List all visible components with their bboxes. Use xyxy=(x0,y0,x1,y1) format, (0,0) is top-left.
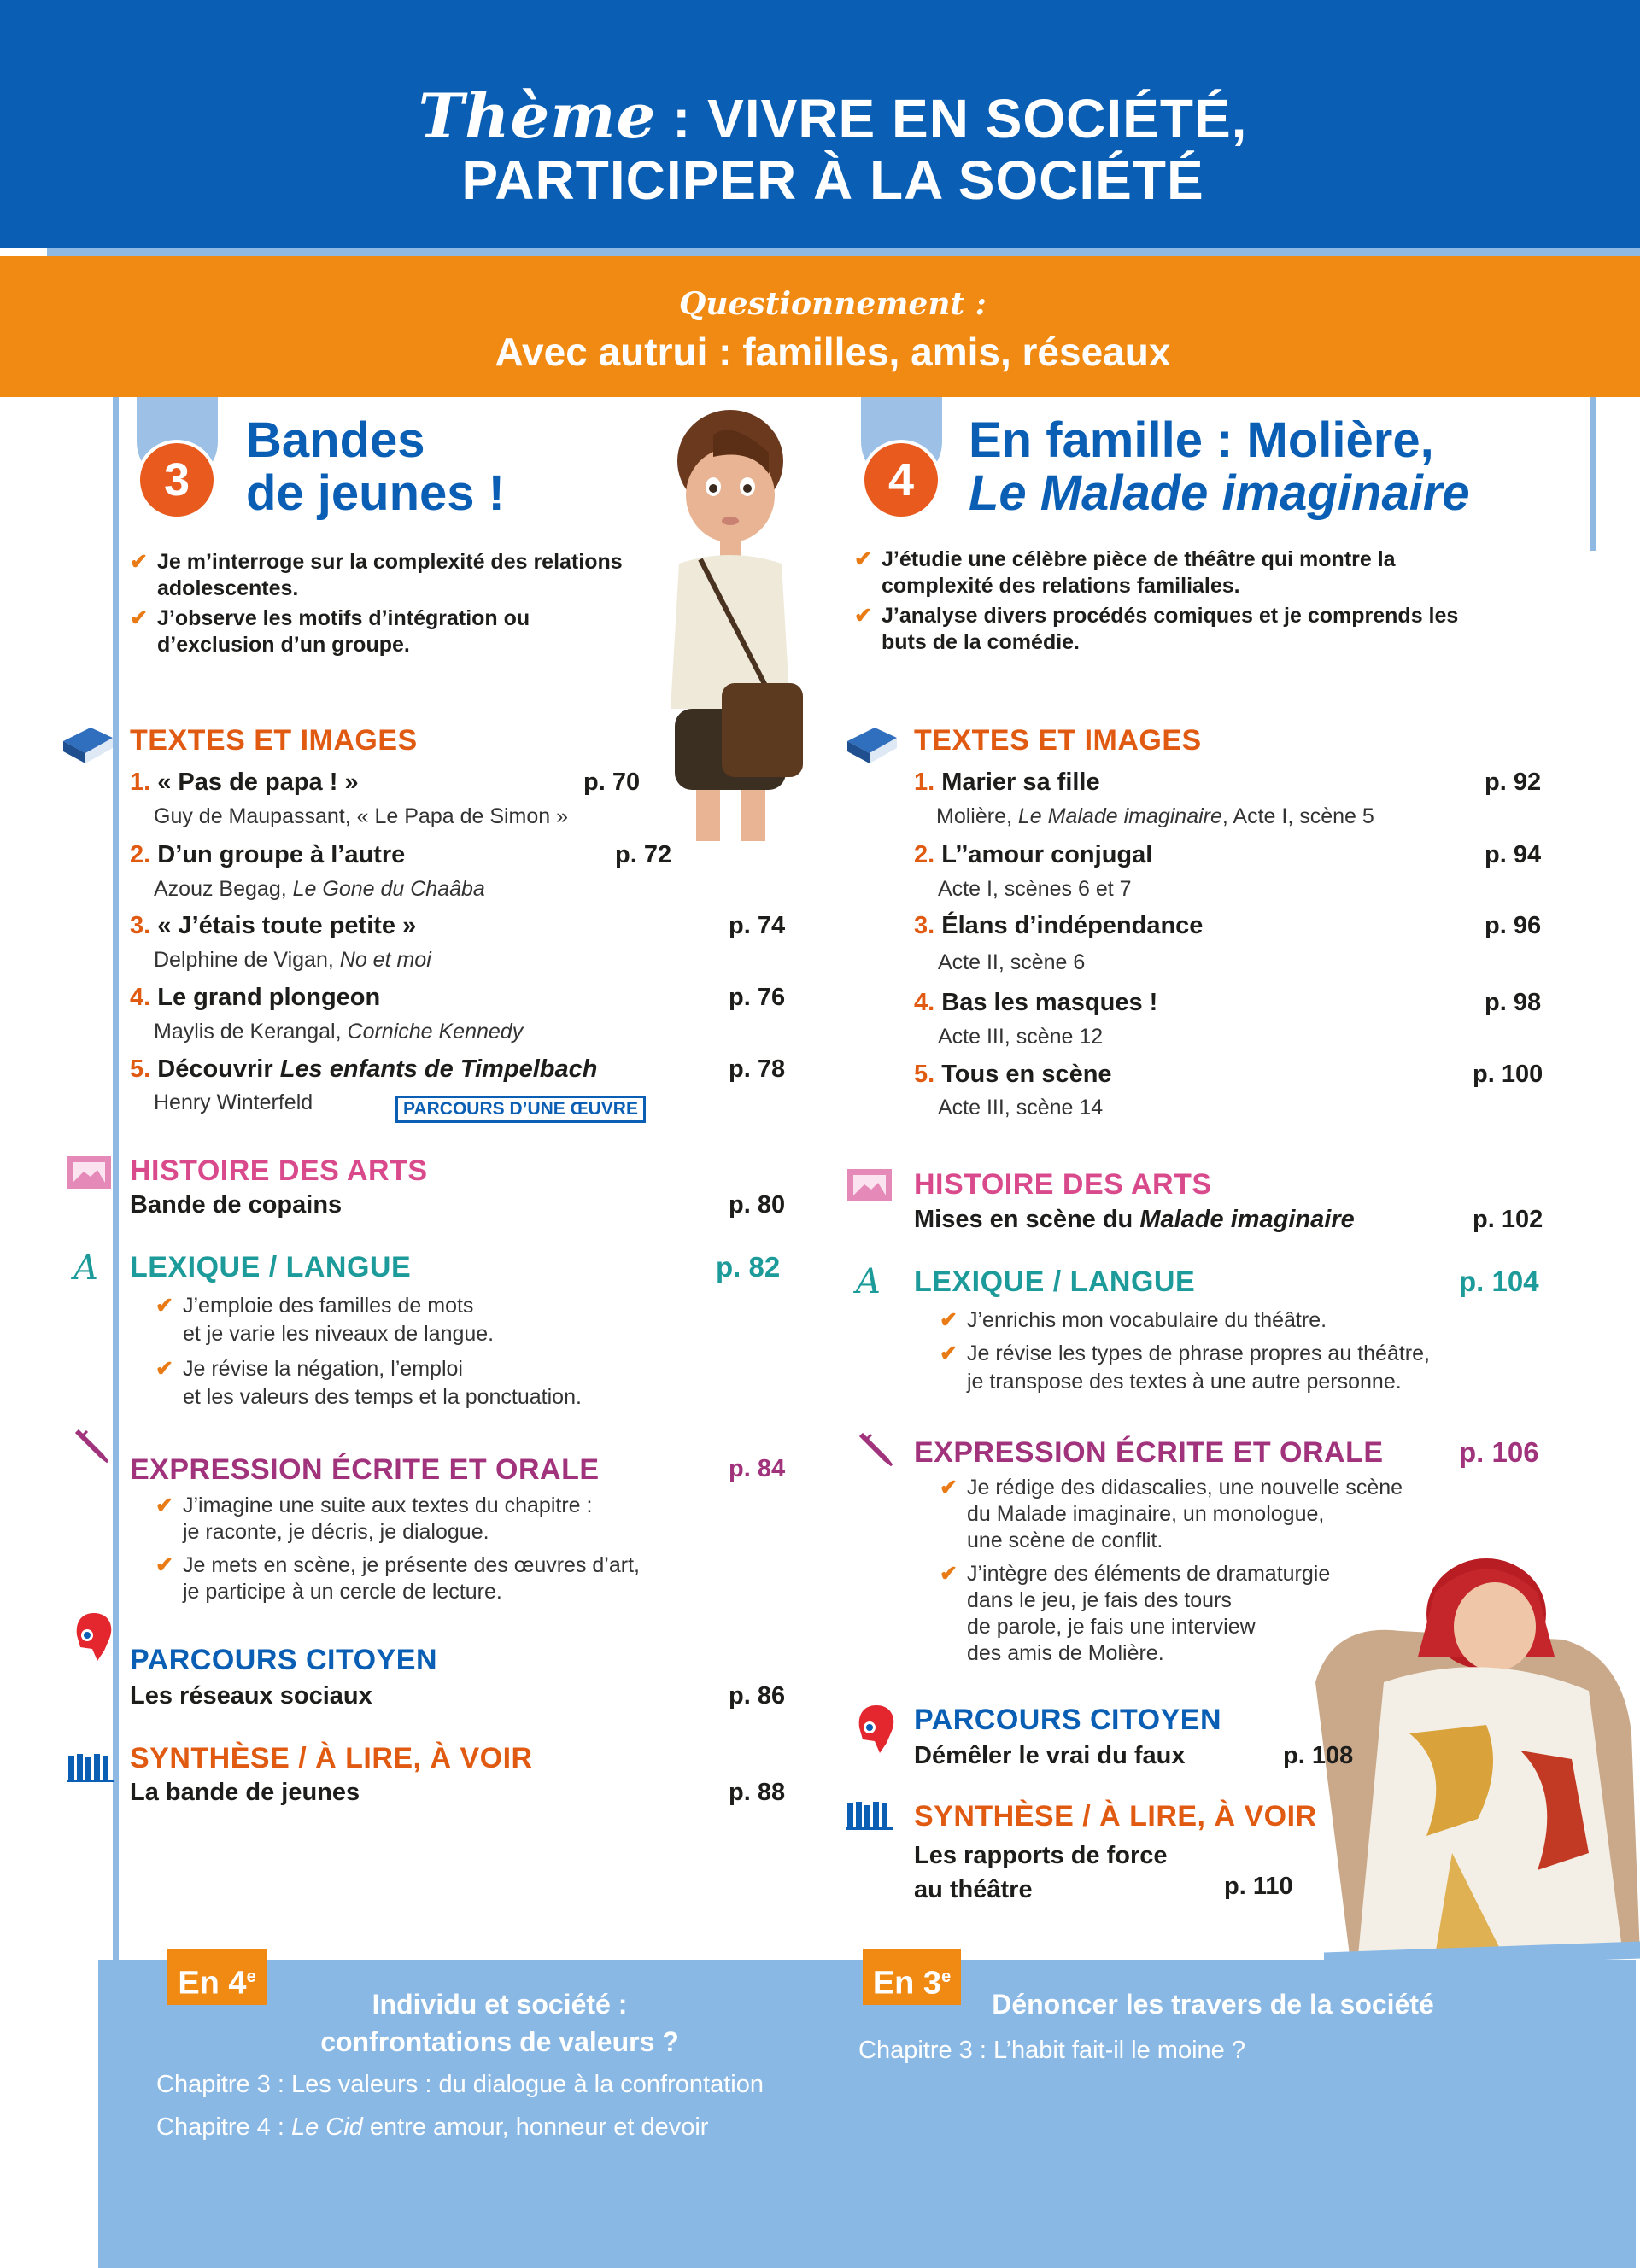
item-line: je transpose des textes à une autre personne. xyxy=(967,1370,1402,1394)
entry-number: 2. xyxy=(914,841,935,868)
ch3-lexique-list xyxy=(155,1292,753,1412)
entry-author: Guy de Maupassant, « Le Papa de Simon » xyxy=(154,804,569,828)
chapter3-number: 3 xyxy=(137,440,217,520)
ch3-synthese-title: La bande de jeunes xyxy=(130,1779,360,1806)
line-text: Chapitre 4 : xyxy=(156,2113,291,2141)
entry-author xyxy=(154,1020,523,1044)
theme-title-line1: VIVRE EN SOCIÉTÉ, xyxy=(707,88,1248,149)
check-icon: ✔ xyxy=(155,1553,173,1577)
line-text: Chapitre 3 : Les valeurs : du dialogue à la confrontation xyxy=(156,2071,764,2098)
entry-author: Acte I, scènes 6 et 7 xyxy=(938,877,1132,901)
entry-page: p. 78 xyxy=(729,1055,786,1083)
citizen-head-icon xyxy=(854,1702,899,1755)
ch4-citoyen-title: Démêler le vrai du faux xyxy=(914,1742,1186,1769)
entry-title: Marier sa fille xyxy=(941,769,1100,796)
ch4-citoyen-head: PARCOURS CITOYEN xyxy=(914,1704,1222,1736)
chapter4-number: 4 xyxy=(861,440,941,520)
objective-text: Je m’interroge sur la complexité des relations adolescentes. xyxy=(157,550,623,600)
level-tag-3e xyxy=(863,1949,961,2005)
chapter3-title-line1: Bandes xyxy=(246,412,425,468)
check-icon: ✔ xyxy=(155,1294,173,1318)
work-title: Corniche Kennedy xyxy=(347,1020,524,1043)
entry-page: p. 100 xyxy=(1473,1061,1543,1088)
title-line: Les rapports de force xyxy=(914,1842,1168,1869)
ch4-texte-3 xyxy=(914,912,1203,940)
chapter4-title-line1: En famille : Molière, xyxy=(969,412,1434,468)
lexique-a-icon: A xyxy=(856,1262,881,1301)
ch3-expression-list xyxy=(155,1493,753,1605)
entry-title: Le grand plongeon xyxy=(157,984,381,1011)
item-line: J’intègre des éléments de dramaturgie xyxy=(967,1562,1331,1586)
theme-label: Thème xyxy=(418,79,657,152)
entry-number: 5. xyxy=(914,1061,935,1088)
questionnement-title: Avec autrui : familles, amis, réseaux xyxy=(495,330,1171,374)
ch3-texte-5 xyxy=(130,1055,597,1084)
list-item xyxy=(940,1340,1538,1396)
ch3-citoyen-title: Les réseaux sociaux xyxy=(130,1682,372,1710)
work-title: Le Gone du Chaâba xyxy=(292,877,485,901)
ch3-lexique-head: LEXIQUE / LANGUE xyxy=(130,1251,412,1283)
objective-text: J’analyse divers procédés comiques et je comprends les buts de la comédie. xyxy=(882,604,1459,654)
title-text: Mises en scène du xyxy=(914,1206,1140,1233)
item-line: une scène de conflit. xyxy=(967,1529,1163,1552)
check-icon: ✔ xyxy=(130,606,148,630)
chapter4-title-line2: Le Malade imaginaire xyxy=(969,465,1470,521)
list-item xyxy=(155,1292,753,1348)
author-name: Molière, xyxy=(936,804,1018,828)
ch4-lexique-list xyxy=(940,1306,1538,1396)
item-line: je participe à un cercle de lecture. xyxy=(183,1580,502,1604)
author-name: Azouz Begag, xyxy=(154,877,293,901)
ch4-synthese-head: SYNTHÈSE / À LIRE, À VOIR xyxy=(914,1800,1317,1833)
objective-item xyxy=(130,549,676,602)
pencil-icon xyxy=(854,1428,897,1470)
bottom-right-line: Chapitre 3 : L’habit fait-il le moine ? xyxy=(858,2037,1245,2064)
ch4-texte-5 xyxy=(914,1061,1112,1089)
check-icon: ✔ xyxy=(130,550,148,574)
objective-text: J’étudie une célèbre pièce de théâtre qui montre la complexité des relations familiales. xyxy=(882,547,1396,598)
book-icon xyxy=(62,726,114,765)
work-title: No et moi xyxy=(339,948,431,972)
item-line: J’enrichis mon vocabulaire du théâtre. xyxy=(967,1308,1327,1332)
line-text: entre amour, honneur et devoir xyxy=(362,2113,709,2141)
title-line: confrontations de valeurs ? xyxy=(320,2026,679,2057)
chapter3-objectives xyxy=(130,549,676,662)
check-icon: ✔ xyxy=(155,1493,173,1517)
author-name: Delphine de Vigan, xyxy=(154,948,340,972)
ch4-lexique-page: p. 104 xyxy=(1459,1266,1539,1297)
item-line: J’imagine une suite aux textes du chapitre : xyxy=(183,1493,593,1517)
item-line: Je mets en scène, je présente des œuvres d’art, xyxy=(183,1553,640,1577)
ch4-histoire-page: p. 102 xyxy=(1473,1206,1543,1233)
item-line: J’emploie des familles de mots xyxy=(183,1294,474,1318)
list-item xyxy=(155,1355,753,1412)
ch3-texte-1 xyxy=(130,769,779,797)
parcours-oeuvre-badge: PARCOURS D’UNE ŒUVRE xyxy=(395,1096,646,1123)
entry-number: 1. xyxy=(914,769,935,796)
art-frame-icon xyxy=(65,1153,113,1192)
title-line: Individu et société : xyxy=(372,1989,628,2020)
entry-page: p. 76 xyxy=(729,984,786,1011)
entry-title-italic: Les enfants de Timpelbach xyxy=(279,1055,598,1083)
ch3-histoire-page: p. 80 xyxy=(729,1191,786,1219)
entry-number: 3. xyxy=(914,912,935,939)
pencil-icon xyxy=(70,1424,113,1467)
work-title: Le Malade imaginaire xyxy=(1017,804,1222,828)
item-line: et les valeurs des temps et la ponctuation. xyxy=(183,1385,582,1409)
questionnement-label: Questionnement : xyxy=(679,286,987,322)
tag-text: En 3 xyxy=(872,1965,942,2002)
tag-sup: e xyxy=(941,1967,952,1986)
entry-page: p. 74 xyxy=(729,912,786,939)
chapter4-title xyxy=(969,414,1470,520)
ch4-expression-page: p. 106 xyxy=(1459,1436,1539,1468)
objective-item xyxy=(854,547,1486,599)
tag-sup: e xyxy=(246,1967,256,1986)
item-line: du Malade imaginaire, un monologue, xyxy=(967,1502,1325,1526)
entry-title: « J’étais toute petite » xyxy=(157,912,417,939)
art-frame-icon xyxy=(846,1166,893,1205)
entry-page: p. 70 xyxy=(583,769,641,796)
list-item xyxy=(155,1493,753,1546)
bottom-left-line-1 xyxy=(156,2071,764,2099)
entry-page: p. 94 xyxy=(1485,841,1542,868)
check-icon: ✔ xyxy=(940,1476,958,1499)
entry-author: Acte III, scène 14 xyxy=(938,1096,1104,1119)
bottom-left-title xyxy=(282,1985,718,2060)
item-line: Je rédige des didascalies, une nouvelle scène xyxy=(967,1476,1403,1499)
ch3-histoire-title: Bande de copains xyxy=(130,1191,343,1219)
author-name: Maylis de Kerangal, xyxy=(154,1020,348,1043)
ch3-lexique-page: p. 82 xyxy=(716,1251,781,1283)
entry-author: Henry Winterfeld xyxy=(154,1090,313,1114)
ch3-texte-4 xyxy=(130,984,380,1012)
chapter4-objectives xyxy=(854,547,1486,659)
ch4-texte-1 xyxy=(914,769,1100,797)
check-icon: ✔ xyxy=(940,1342,958,1365)
check-icon: ✔ xyxy=(940,1562,958,1586)
title-line: au théâtre xyxy=(914,1876,1033,1903)
entry-author xyxy=(154,948,431,973)
item-line: je raconte, je décris, je dialogue. xyxy=(183,1520,489,1544)
books-shelf-icon xyxy=(846,1800,895,1831)
entry-author: Acte III, scène 12 xyxy=(938,1025,1104,1049)
ch4-citoyen-page: p. 108 xyxy=(1283,1742,1354,1769)
books-shelf-icon xyxy=(67,1752,116,1783)
ch3-texte-2 xyxy=(130,841,405,869)
entry-title: Découvrir xyxy=(157,1055,280,1083)
entry-number: 5. xyxy=(130,1055,151,1083)
check-icon: ✔ xyxy=(854,547,872,571)
theme-sep: : xyxy=(656,88,708,149)
entry-title: L’’amour conjugal xyxy=(941,841,1153,868)
entry-number: 1. xyxy=(130,769,151,796)
entry-title: D’un groupe à l’autre xyxy=(157,841,406,868)
bottom-right-title: Dénoncer les travers de la société xyxy=(992,1989,1434,2020)
entry-page: p. 96 xyxy=(1485,912,1542,939)
item-line: des amis de Molière. xyxy=(967,1641,1164,1665)
citizen-head-icon xyxy=(72,1610,116,1663)
item-line: dans le jeu, je fais des tours xyxy=(967,1588,1232,1612)
ch4-synthese-title xyxy=(914,1838,1168,1907)
list-item xyxy=(155,1552,753,1605)
right-frame-line xyxy=(1590,397,1596,551)
entry-author xyxy=(936,804,1374,829)
bottom-left-line-2 xyxy=(156,2113,708,2142)
title-italic: Malade imaginaire xyxy=(1139,1206,1355,1233)
entry-title: Élans d’indépendance xyxy=(941,912,1204,939)
theme-title xyxy=(0,79,1640,211)
list-item xyxy=(940,1306,1538,1335)
level-tag-4e xyxy=(167,1949,267,2005)
objective-item xyxy=(130,605,618,658)
objective-item xyxy=(854,603,1486,656)
entry-title: Bas les masques ! xyxy=(941,989,1158,1016)
entry-number: 2. xyxy=(130,841,151,868)
item-line: Je révise les types de phrase propres au théâtre, xyxy=(967,1342,1430,1365)
check-icon: ✔ xyxy=(155,1357,173,1381)
item-line: de parole, je fais une interview xyxy=(967,1615,1256,1639)
entry-title: Tous en scène xyxy=(941,1061,1112,1088)
lexique-a-icon: A xyxy=(73,1248,98,1288)
actor-photo xyxy=(1281,1511,1640,1955)
questionnement-band xyxy=(0,256,1640,397)
item-line: et je varie les niveaux de langue. xyxy=(183,1322,495,1346)
entry-number: 4. xyxy=(914,989,935,1016)
entry-author: Acte II, scène 6 xyxy=(938,950,1086,974)
ch3-citoyen-page: p. 86 xyxy=(729,1682,786,1710)
ch3-citoyen-head: PARCOURS CITOYEN xyxy=(130,1644,438,1676)
entry-number: 4. xyxy=(130,984,151,1011)
ch3-synthese-head: SYNTHÈSE / À LIRE, À VOIR xyxy=(130,1742,533,1774)
item-line: Je révise la négation, l’emploi xyxy=(183,1357,463,1381)
ch3-textes-head: TEXTES ET IMAGES xyxy=(130,724,418,757)
ch4-synthese-page: p. 110 xyxy=(1224,1873,1293,1900)
ch4-histoire-title xyxy=(914,1206,1355,1234)
ch4-expression-head: EXPRESSION ÉCRITE ET ORALE xyxy=(914,1436,1384,1469)
theme-title-line2: PARTICIPER À LA SOCIÉTÉ xyxy=(461,149,1204,211)
entry-page: p. 72 xyxy=(615,841,672,868)
entry-author xyxy=(154,877,485,902)
check-icon: ✔ xyxy=(854,604,872,628)
ch4-textes-head: TEXTES ET IMAGES xyxy=(914,724,1202,757)
ch3-synthese-page: p. 88 xyxy=(729,1779,786,1806)
chapter3-title-line2: de jeunes ! xyxy=(246,465,505,521)
author-tail: , Acte I, scène 5 xyxy=(1221,804,1374,828)
check-icon: ✔ xyxy=(940,1308,958,1332)
ch3-texte-3 xyxy=(130,912,416,940)
ch3-expression-page: p. 84 xyxy=(729,1455,786,1482)
entry-title: « Pas de papa ! » xyxy=(157,769,359,796)
entry-page: p. 98 xyxy=(1485,989,1542,1016)
ch3-expression-head: EXPRESSION ÉCRITE ET ORALE xyxy=(130,1453,600,1486)
objective-text: J’observe les motifs d’intégration ou d’exclusion d’un groupe. xyxy=(157,606,530,657)
entry-number: 3. xyxy=(130,912,151,939)
ch4-lexique-head: LEXIQUE / LANGUE xyxy=(914,1266,1196,1298)
ch4-texte-2 xyxy=(914,841,1152,869)
entry-page: p. 92 xyxy=(1485,769,1542,796)
ch4-histoire-head: HISTOIRE DES ARTS xyxy=(914,1168,1212,1201)
chapter3-title xyxy=(246,414,505,520)
line-italic: Le Cid xyxy=(290,2113,363,2141)
ch4-texte-4 xyxy=(914,989,1157,1017)
tag-text: En 4 xyxy=(178,1965,247,2002)
ch3-histoire-head: HISTOIRE DES ARTS xyxy=(130,1154,428,1187)
book-icon xyxy=(846,726,899,765)
